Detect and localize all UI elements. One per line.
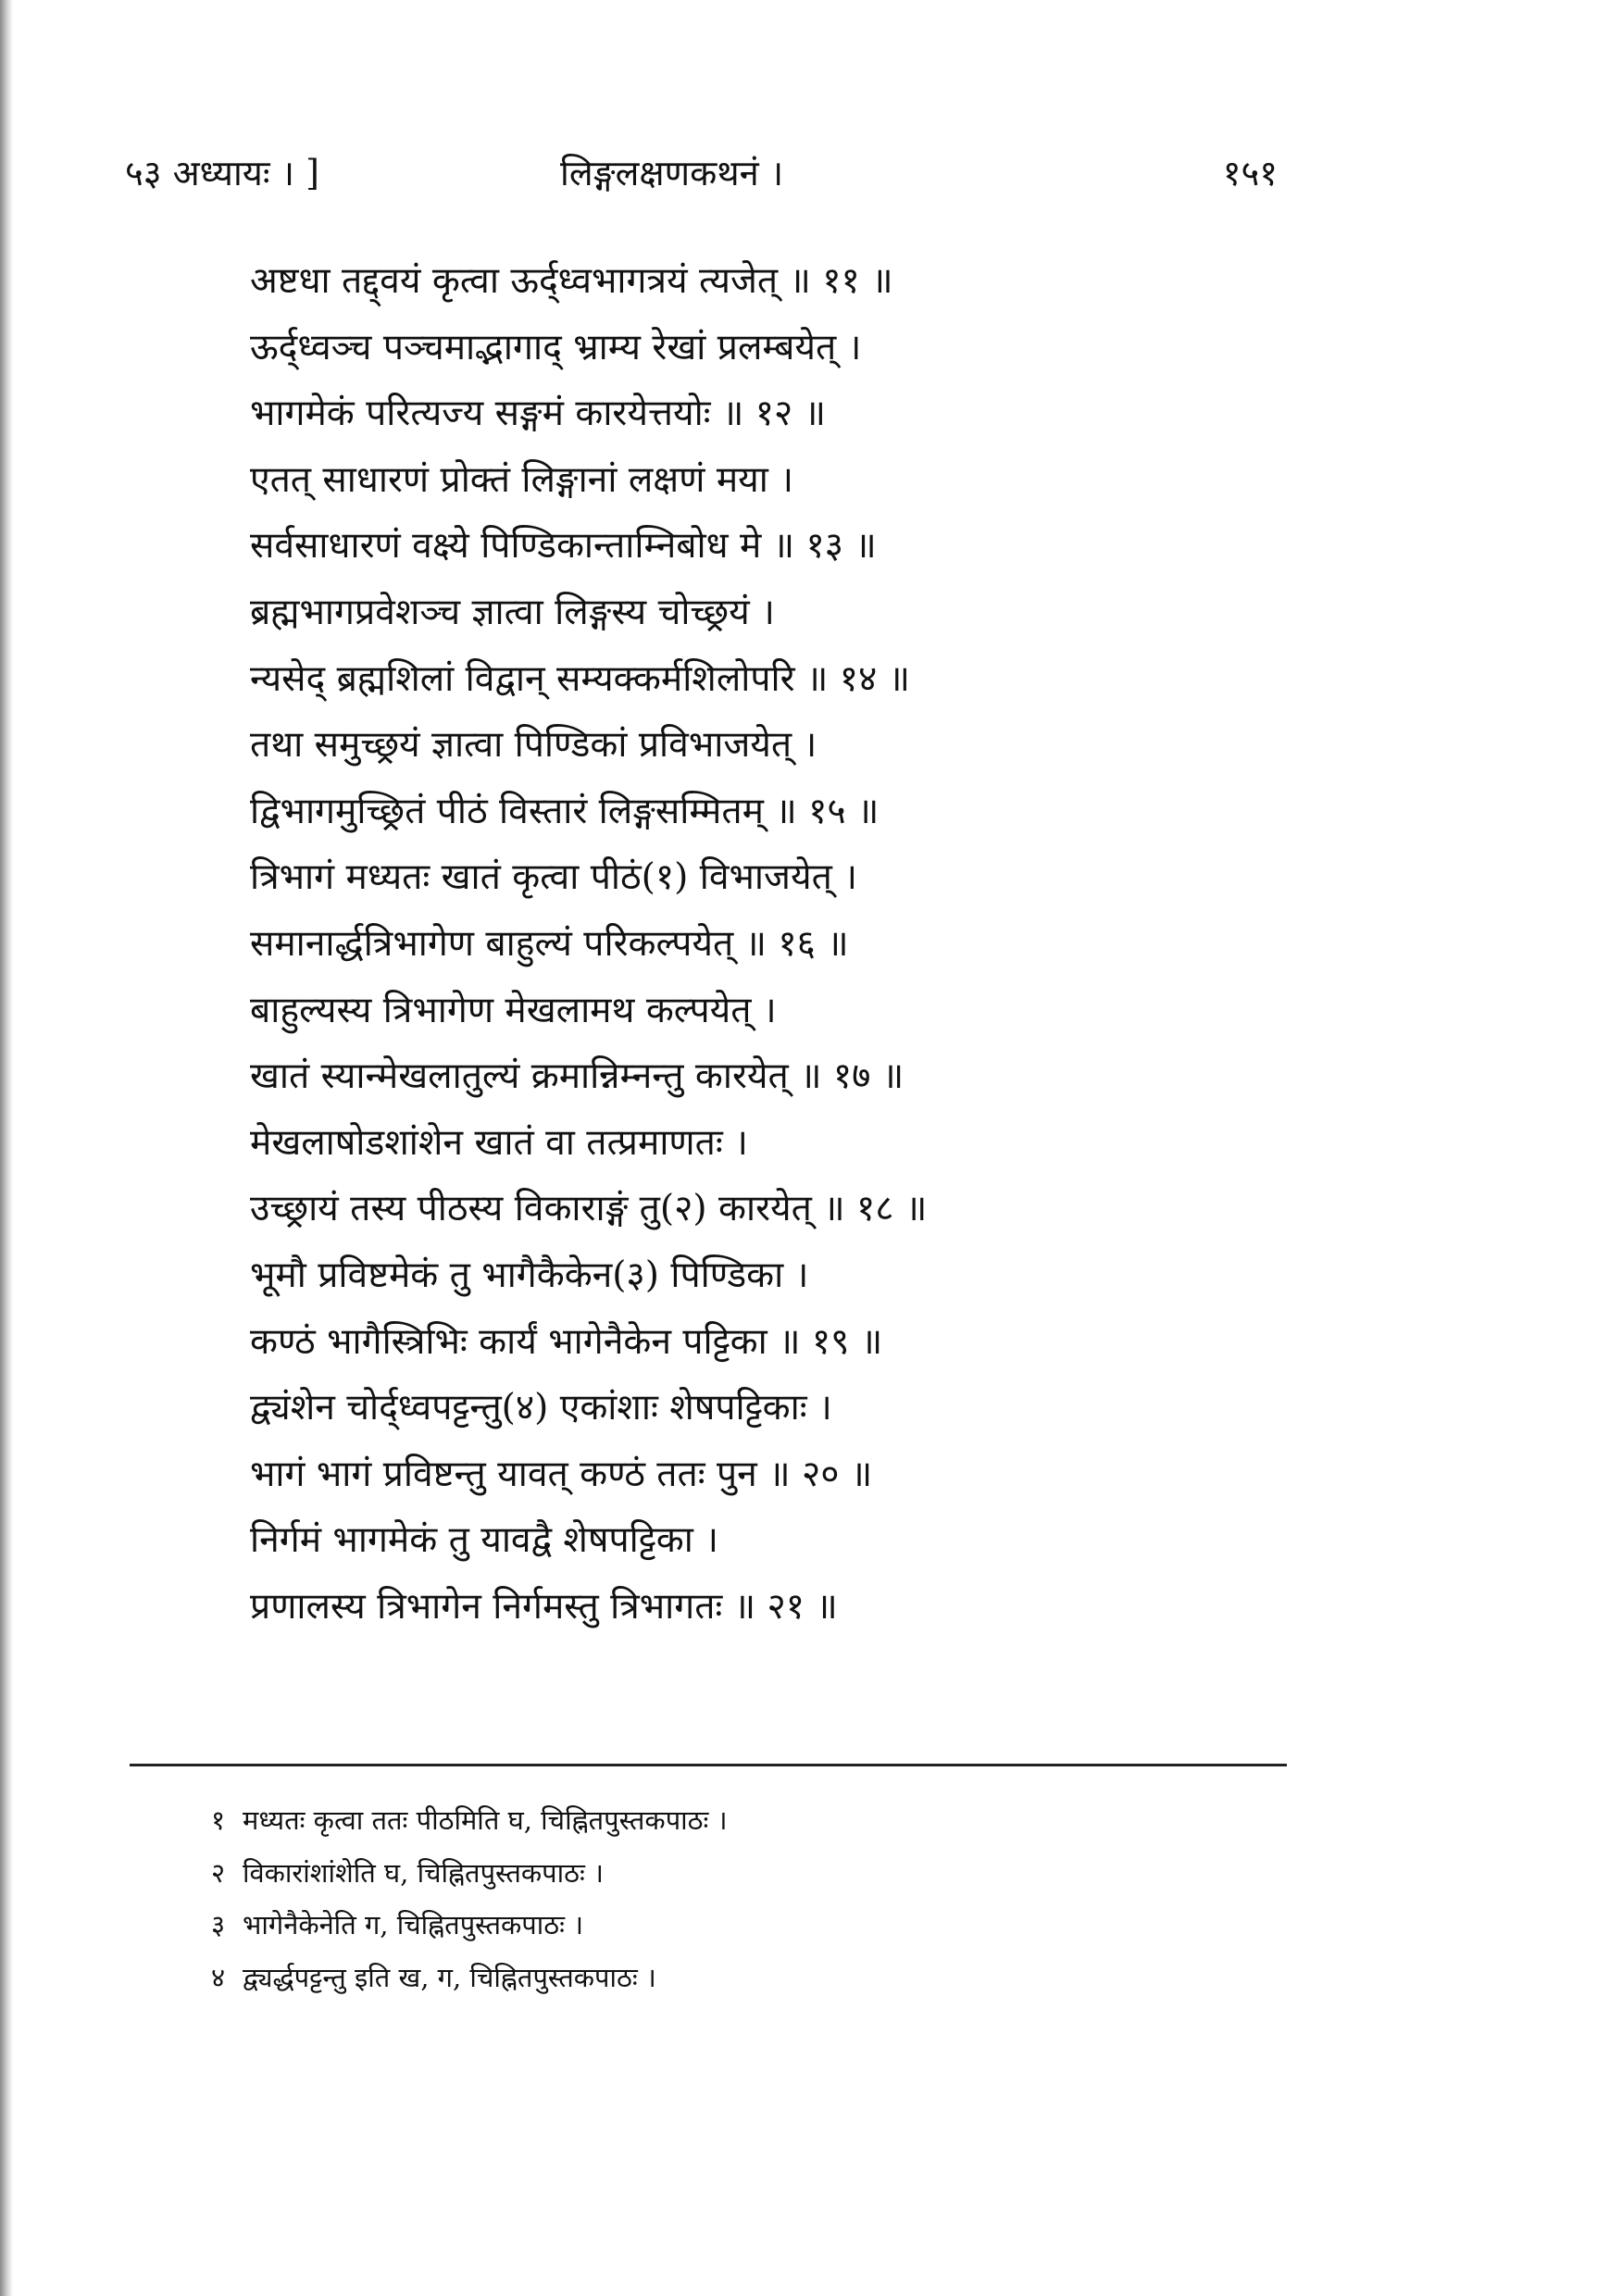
verse-line: ऊर्द्ध्वञ्च पञ्चमाद्भागाद् भ्राम्य रेखां प्रलम्बयेत् ।	[250, 326, 862, 368]
footnote-divider	[130, 1764, 1287, 1766]
footnote	[211, 1794, 1276, 1847]
verse-line: एतत् साधारणं प्रोक्तं लिङ्गानां लक्षणं मया ।	[250, 458, 794, 501]
verse-line: द्विभागमुच्छ्रितं पीठं विस्तारं लिङ्गसम्मितम् ॥ १५ ॥	[250, 790, 880, 832]
footnote-number: १	[211, 1804, 226, 1836]
footnote-text: द्व्यर्द्धपट्टन्तु इति ख, ग, चिह्नितपुस्तकपाठः ।	[243, 1961, 656, 1993]
running-header	[125, 148, 1278, 204]
verse-line: खातं स्यान्मेखलातुल्यं क्रमान्निम्नन्तु कारयेत् ॥ १७ ॥	[250, 1055, 905, 1098]
footnote-number: ३	[211, 1909, 226, 1940]
verse-line: बाहुल्यस्य त्रिभागेण मेखलामथ कल्पयेत् ।	[250, 989, 777, 1031]
footnote-text: मध्यतः कृत्वा ततः पीठमिति घ, चिह्नितपुस्तकपाठः ।	[243, 1804, 728, 1836]
verse-line: द्व्यंशेन चोर्द्ध्वपट्टन्तु(४) एकांशाः शेषपट्टिकाः ।	[250, 1387, 832, 1429]
verse-line: ब्रह्मभागप्रवेशञ्च ज्ञात्वा लिङ्गस्य चोच्छ्रयं ।	[250, 591, 775, 633]
page-number: १५१	[1222, 153, 1278, 193]
verse-line: अष्टधा तद्द्वयं कृत्वा ऊर्द्ध्वभागत्रयं त्यजेत् ॥ ११ ॥	[250, 260, 893, 302]
verse-line: न्यसेद् ब्रह्मशिलां विद्वान् सम्यक्कर्मशिलोपरि ॥ १४ ॥	[250, 657, 911, 700]
verse-line: कण्ठं भागैस्त्रिभिः कार्यं भागेनैकेन पट्टिका ॥ १९ ॥	[250, 1320, 883, 1363]
verse-line: उच्छ्रायं तस्य पीठस्य विकाराङ्गं तु(२) कारयेत् ॥ १८ ॥	[250, 1188, 928, 1230]
chapter-label: ५३ अध्यायः । ]	[125, 153, 319, 193]
section-title: लिङ्गलक्षणकथनं ।	[560, 153, 784, 193]
footnote-text: विकारांशांशेति घ, चिह्नितपुस्तकपाठः ।	[243, 1856, 605, 1889]
verse-line: समानार्द्धत्रिभागेण बाहुल्यं परिकल्पयेत् ॥ १६ ॥	[250, 922, 849, 965]
footnotes	[211, 1794, 1276, 2003]
footnote-number: २	[211, 1856, 226, 1889]
verse-line: भागं भागं प्रविष्टन्तु यावत् कण्ठं ततः पुन ॥ २० ॥	[250, 1453, 873, 1495]
verse-line: प्रणालस्य त्रिभागेन निर्गमस्तु त्रिभागतः ॥ २१ ॥	[250, 1585, 838, 1628]
verse-line: भूमौ प्रविष्टमेकं तु भागैकैकेन(३) पिण्डिका ।	[250, 1254, 809, 1296]
footnote-text: भागेनैकेनेति ग, चिह्नितपुस्तकपाठः ।	[243, 1909, 584, 1940]
verse-line: तथा समुच्छ्रयं ज्ञात्वा पिण्डिकां प्रविभाजयेत् ।	[250, 724, 817, 767]
footnote	[211, 1952, 1276, 2004]
footnote	[211, 1899, 1276, 1952]
verse-line: सर्वसाधारणं वक्ष्ये पिण्डिकान्ताम्निबोध मे ॥ १३ ॥	[250, 525, 877, 568]
verse-line: भागमेकं परित्यज्य सङ्गमं कारयेत्तयोः ॥ १२ ॥	[250, 393, 827, 435]
verse-line: त्रिभागं मध्यतः खातं कृत्वा पीठं(१) विभाजयेत् ।	[250, 856, 857, 899]
verse-line: मेखलाषोडशांशेन खातं वा तत्प्रमाणतः ।	[250, 1121, 748, 1164]
verse-line: निर्गमं भागमेकं तु यावद्वै शेषपट्टिका ।	[250, 1519, 719, 1562]
scan-edge	[0, 0, 13, 2296]
footnote	[211, 1847, 1276, 1900]
verse-block	[250, 248, 1185, 1640]
footnote-number: ४	[211, 1961, 226, 1993]
